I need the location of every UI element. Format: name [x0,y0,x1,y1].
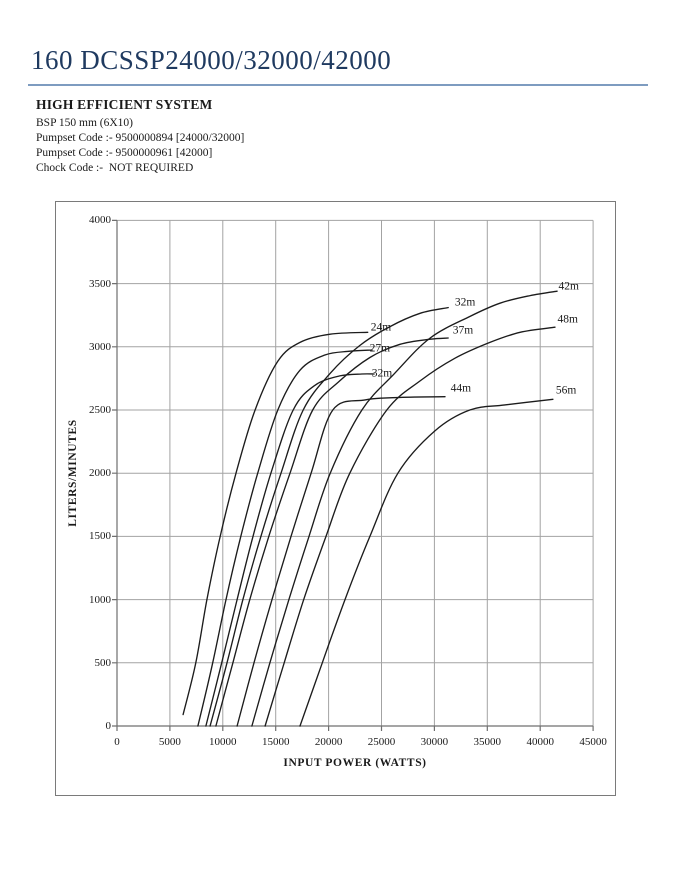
curve-label-2-32m: 32m [371,367,393,380]
x-tick-label-35000: 35000 [473,736,502,748]
x-tick-label-10000: 10000 [209,736,237,748]
y-tick-label-2000: 2000 [89,467,111,480]
curve-label-7-48m: 48m [557,313,578,326]
spec-line-pumpset-code-1: Pumpset Code :- 9500000894 [24000/32000] [36,132,245,144]
curve-label-0-24m: 24m [370,321,392,334]
spec-line-bsp: BSP 150 mm (6X10) [36,117,134,129]
x-tick-label-0: 0 [114,736,120,748]
y-tick-label-2500: 2500 [89,404,111,416]
curve-2-32m [206,374,374,726]
y-tick-label-1500: 1500 [89,530,111,543]
y-tick-label-500: 500 [94,656,111,669]
system-heading: HIGH EFFICIENT SYSTEM [36,97,213,112]
page-title: 160 DCSSP24000/32000/42000 [31,45,392,75]
x-tick-label-5000: 5000 [158,736,181,748]
x-tick-label-20000: 20000 [314,736,343,748]
x-tick-label-15000: 15000 [261,736,290,748]
x-axis-title: INPUT POWER (WATTS) [283,757,427,769]
curve-7-48m [265,324,555,726]
curve-label-3-32m: 32m [454,296,476,309]
x-tick-label-45000: 45000 [579,736,607,748]
x-tick-label-25000: 25000 [367,736,396,748]
y-tick-label-3500: 3500 [89,277,111,290]
curve-6-42m [252,291,557,726]
curve-4-37m [216,338,448,726]
x-tick-label-30000: 30000 [420,736,449,748]
y-axis-title: LITERS/MINUTES [67,419,79,527]
curve-label-8-56m: 56m [555,384,577,397]
curve-8-56m [300,399,553,726]
curve-label-1-27m: 27m [369,342,391,355]
curve-label-6-42m: 42m [558,280,579,293]
y-tick-label-4000: 4000 [89,214,111,227]
y-tick-label-3000: 3000 [89,340,111,353]
spec-line-chock-code: Chock Code :- NOT REQUIRED [36,162,194,174]
curve-1-27m [198,350,372,726]
curve-label-5-44m: 44m [450,382,472,395]
curve-label-4-37m: 37m [452,324,474,337]
chart-gridlines [117,220,593,726]
spec-line-pumpset-code-2: Pumpset Code :- 9500000961 [42000] [36,147,213,159]
y-tick-label-1000: 1000 [89,593,111,606]
curve-5-44m [237,397,445,726]
x-tick-label-40000: 40000 [526,736,554,748]
y-tick-label-0: 0 [105,720,111,732]
